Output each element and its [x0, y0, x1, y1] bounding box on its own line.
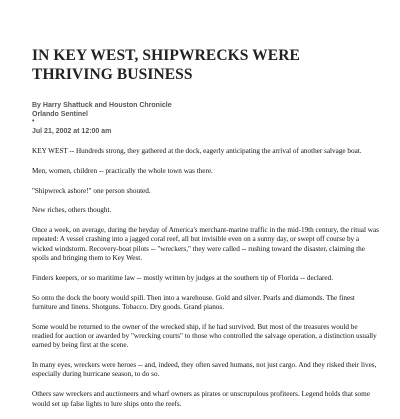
byline-authors: By Harry Shattuck and Houston Chronicle — [32, 102, 172, 109]
article — [32, 46, 380, 419]
paragraph: Men, women, children -- practically the whole town was there. — [32, 166, 213, 175]
paragraph: New riches, others thought. — [32, 206, 112, 215]
publish-date: Jul 21, 2002 at 12:00 am — [32, 128, 112, 135]
paragraph: Some would be returned to the owner of the wrecked ship, if he had survived. But most of the treasures would be readied for auction or awarded by "wrecking courts" to those who controlled the salvage operation, a distinction usually earned by being first at the scene. — [32, 322, 377, 350]
byline-block — [32, 101, 380, 136]
article-headline: IN KEY WEST, SHIPWRECKS WERE THRIVING BUSINESS — [32, 47, 300, 83]
article-body — [32, 147, 380, 409]
paragraph: So onto the dock the booty would spill. Then into a warehouse. Gold and silver. Pearls and diamonds. The finest furniture and linens. Shotguns. Tobacco. Dry goods. Grand pianos. — [32, 293, 355, 311]
paragraph: "Shipwreck ashore!" one person shouted. — [32, 186, 151, 195]
paragraph: Finders keepers, or so maritime law -- mostly written by judges at the southern tip of Florida -- declared. — [32, 273, 334, 282]
byline-source: Orlando Sentinel — [32, 111, 89, 118]
paragraph: Others saw wreckers and auctioneers and wharf owners as pirates or unscrupulous profiteers. Legend holds that some would set up false lights to lure ships onto the reefs. — [32, 390, 370, 408]
paragraph: KEY WEST -- Hundreds strong, they gathered at the dock, eagerly anticipating the arrival of another salvage boat. — [32, 147, 362, 155]
paragraph: Once a week, on average, during the heyday of America's merchant-marine traffic in the mid-19th century, the ritual was repeated: A vessel crashing into a jagged coral reef, all but invisible even on a sunny day, or swept off course by a wicked windstorm. Recovery-boat pilots -- "wreckers," they were called -- rushing toward the disaster, claiming the spoils and bringing them to Key West. — [32, 226, 379, 263]
byline-bullet: • — [32, 118, 35, 125]
paragraph: In many eyes, wreckers were heroes -- and, indeed, they often saved humans, not just cargo. And they risked their lives, especially during hurricane season, to do so. — [32, 361, 377, 379]
